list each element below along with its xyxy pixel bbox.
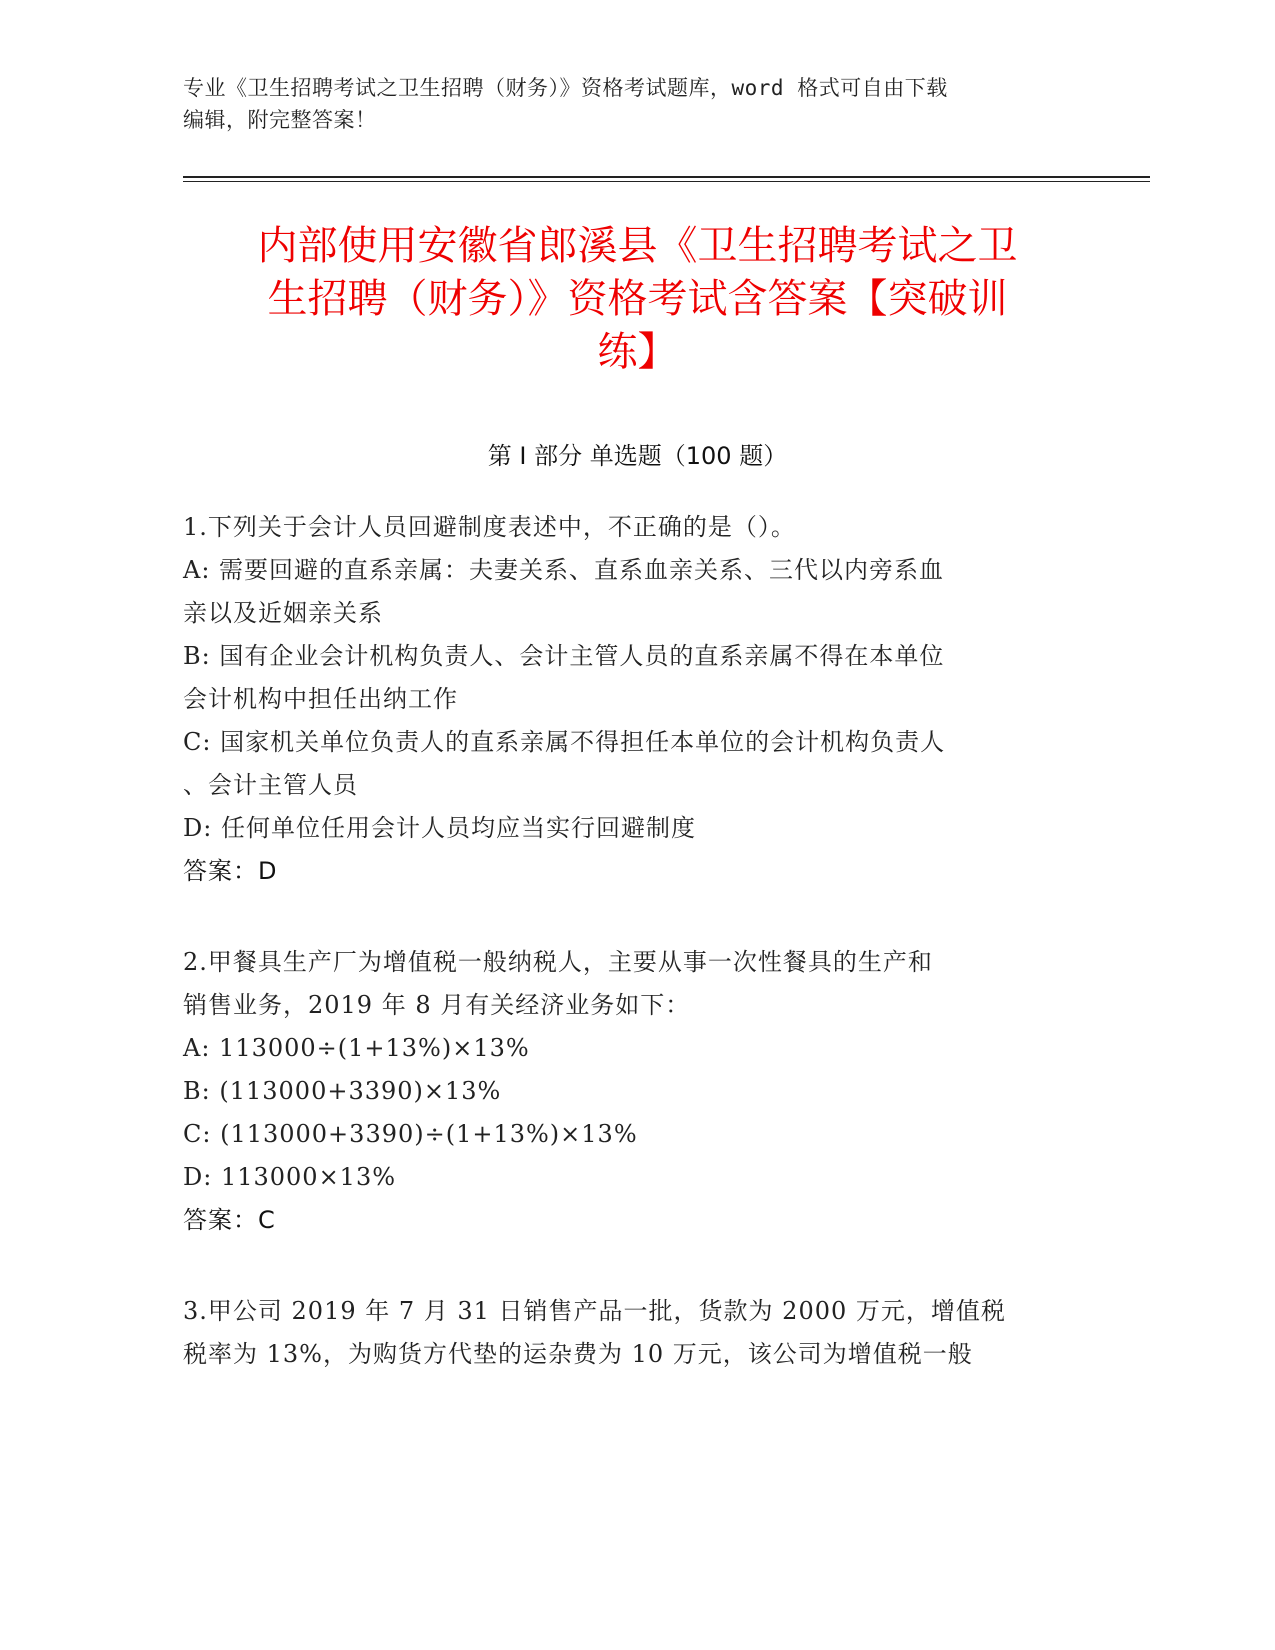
- option-b: B: (113000+3390)×13%: [183, 1077, 502, 1105]
- option-b: B: 国有企业会计机构负责人、会计主管人员的直系亲属不得在本单位: [183, 642, 945, 670]
- title-line-2: 生招聘（财务）》资格考试含答案【突破训: [267, 276, 1008, 322]
- title-line-3: 练】: [597, 329, 678, 375]
- section-heading: 第 I 部分 单选题（100 题）: [487, 442, 788, 470]
- title-line-1: 内部使用安徽省郎溪县《卫生招聘考试之卫: [257, 223, 1018, 269]
- header-rule-thin: [183, 181, 1150, 182]
- header-line-2: 编辑，附完整答案！: [183, 108, 377, 132]
- question-2: [183, 941, 1083, 1242]
- question-stem: 3.甲公司 2019 年 7 月 31 日销售产品一批，货款为 2000 万元，增值税: [183, 1297, 1006, 1325]
- document-title: [190, 220, 1085, 379]
- header-line-1: 专业《卫生招聘考试之卫生招聘（财务）》资格考试题库，word 格式可自由下载: [183, 76, 948, 100]
- option-b-cont: 会计机构中担任出纳工作: [183, 685, 458, 713]
- question-stem-cont: 税率为 13%，为购货方代垫的运杂费为 10 万元，该公司为增值税一般: [183, 1340, 973, 1368]
- option-c: C: (113000+3390)÷(1+13%)×13%: [183, 1120, 638, 1148]
- option-a: A: 需要回避的直系亲属：夫妻关系、直系血亲关系、三代以内旁系血: [183, 556, 945, 584]
- question-3: [183, 1290, 1083, 1376]
- option-a-cont: 亲以及近姻亲关系: [183, 599, 383, 627]
- answer: 答案：C: [183, 1206, 276, 1234]
- question-stem: 1.下列关于会计人员回避制度表述中，不正确的是（）。: [183, 513, 796, 541]
- option-c: C: 国家机关单位负责人的直系亲属不得担任本单位的会计机构负责人: [183, 728, 946, 756]
- header-rule-thick: [183, 176, 1150, 178]
- question-stem: 2.甲餐具生产厂为增值税一般纳税人，主要从事一次性餐具的生产和: [183, 948, 933, 976]
- question-1: [183, 506, 1083, 893]
- option-c-cont: 、会计主管人员: [183, 771, 358, 799]
- page-header: [183, 72, 1063, 136]
- answer: 答案：D: [183, 857, 278, 885]
- option-a: A: 113000÷(1+13%)×13%: [183, 1034, 530, 1062]
- option-d: D: 任何单位任用会计人员均应当实行回避制度: [183, 814, 696, 842]
- option-d: D: 113000×13%: [183, 1163, 397, 1191]
- question-stem-cont: 销售业务，2019 年 8 月有关经济业务如下：: [183, 991, 691, 1019]
